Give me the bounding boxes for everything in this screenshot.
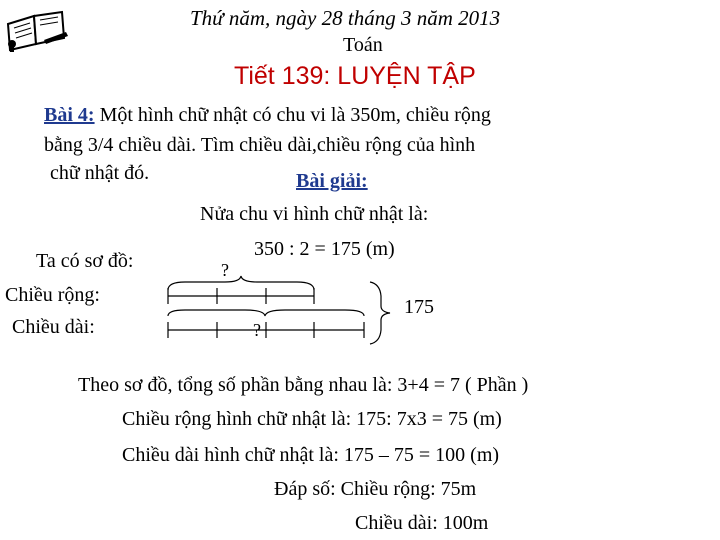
width-label: Chiều rộng: <box>5 284 100 306</box>
answer-width: Đáp số: Chiều rộng: 75m <box>274 478 477 500</box>
subject-label: Toán <box>343 34 383 56</box>
problem-label: Bài 4: <box>44 104 95 126</box>
lesson-title: Tiết 139: LUYỆN TẬP <box>234 62 476 90</box>
problem-text-1: Một hình chữ nhật có chu vi là 350m, chiều rộng <box>94 104 491 126</box>
half-perimeter-line: Nửa chu vi hình chữ nhật là: <box>200 203 429 225</box>
problem-line-3: chữ nhật đó. <box>50 162 150 184</box>
lesson-date: Thứ năm, ngày 28 tháng 3 năm 2013 <box>190 6 501 30</box>
total-value: 175 <box>404 296 434 318</box>
parts-line: Theo sơ đồ, tổng số phần bằng nhau là: 3+4 = 7 ( Phần ) <box>78 374 529 396</box>
problem-line-2: bằng 3/4 chiều dài. Tìm chiều dài,chiều rộng của hình <box>44 134 476 156</box>
length-label: Chiều dài: <box>12 316 95 338</box>
half-perimeter-calc: 350 : 2 = 175 (m) <box>254 238 395 260</box>
width-question-mark: ? <box>221 260 229 280</box>
diagram-label: Ta có sơ đồ: <box>36 250 134 272</box>
solution-heading: Bài giải: <box>296 170 368 192</box>
length-question-mark: ? <box>253 320 261 340</box>
width-calc-line: Chiều rộng hình chữ nhật là: 175: 7x3 = 75 (m) <box>122 408 502 430</box>
length-calc-line: Chiều dài hình chữ nhật là: 175 – 75 = 100 (m) <box>122 444 500 466</box>
answer-length: Chiều dài: 100m <box>355 512 489 534</box>
